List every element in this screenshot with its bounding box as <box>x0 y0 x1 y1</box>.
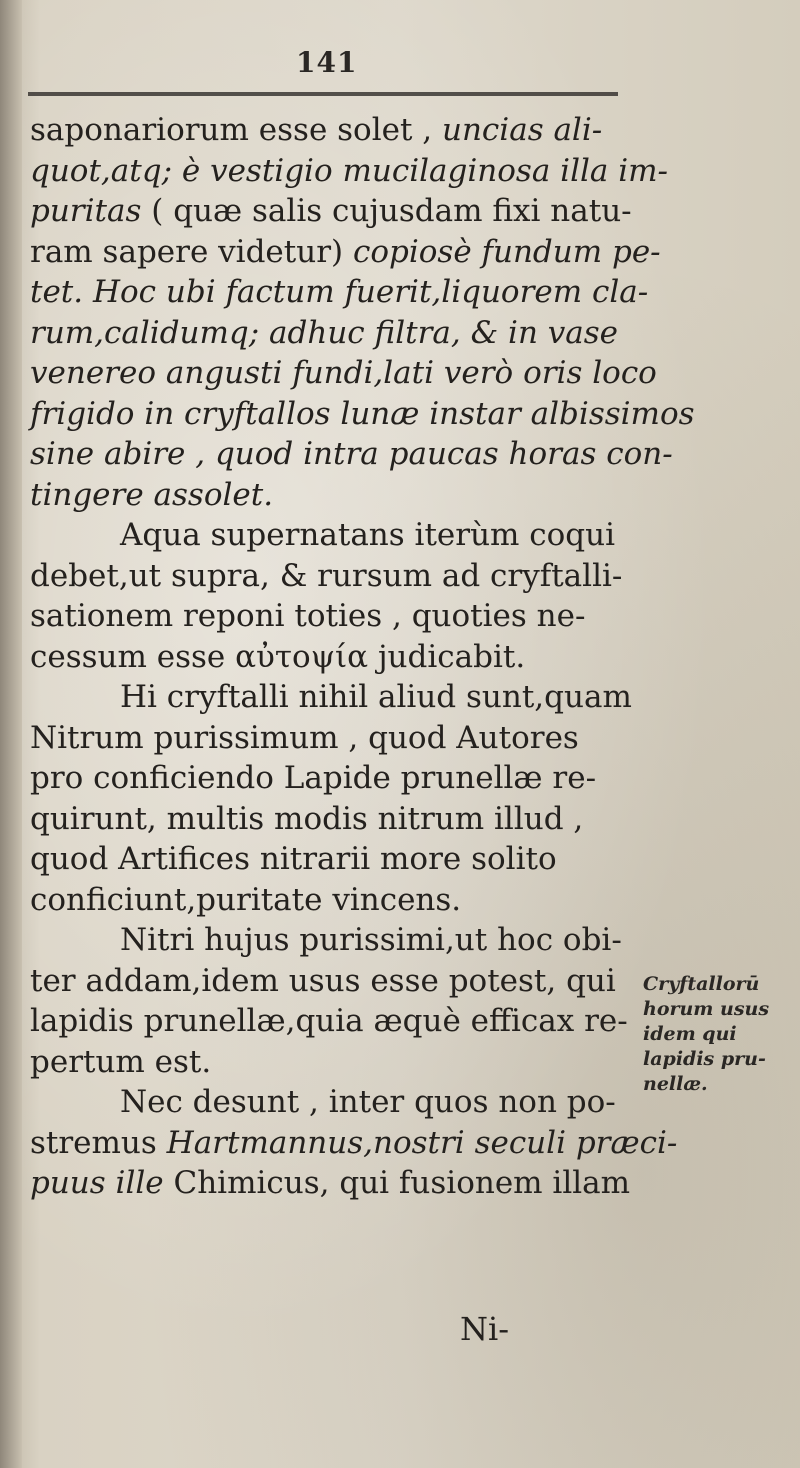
text-line <box>30 839 630 880</box>
margin-note-line: lapidis pru- <box>643 1048 766 1070</box>
text-segment: cessum esse αὐτοψία judicabit. <box>30 638 526 675</box>
header-rule <box>28 92 618 96</box>
text-line <box>30 1123 678 1164</box>
text-segment: ram sapere videtur) <box>30 233 353 270</box>
margin-note-line: horum usus <box>643 998 770 1020</box>
text-segment: Nitri hujus purissimi,ut hoc obi- <box>120 922 622 958</box>
text-line <box>30 880 630 921</box>
text-segment: quod Artifices nitrarii more solito <box>30 841 557 877</box>
text-line <box>30 1082 630 1123</box>
text-segment: conficiunt,puritate vincens. <box>30 881 462 918</box>
text-line <box>30 191 630 232</box>
text-line <box>30 1001 630 1042</box>
text-segment: pertum est. <box>30 1043 212 1080</box>
text-line <box>30 1042 630 1083</box>
text-segment: frigido in cryftallos lunæ instar albissimos <box>30 395 695 432</box>
text-line <box>30 232 661 273</box>
page-gutter <box>0 0 22 1468</box>
text-segment: Chimicus, qui fusionem illam <box>163 1165 631 1201</box>
text-line <box>30 151 669 192</box>
text-line <box>30 475 630 516</box>
text-line <box>30 961 630 1002</box>
page-number: 141 <box>296 46 358 79</box>
text-segment: tet. Hoc ubi factum fuerit,liquorem cla- <box>30 274 649 310</box>
text-segment: saponariorum esse solet , <box>30 112 442 148</box>
catchword: Ni- <box>460 1310 510 1348</box>
text-line <box>30 556 630 597</box>
margin-note-line: Cryftallorū <box>643 973 760 995</box>
text-line <box>30 799 630 840</box>
text-segment: lapidis prunellæ,quia æquè efficax re- <box>30 1003 628 1039</box>
text-line <box>30 515 630 556</box>
text-segment: Hi cryftalli nihil aliud sunt,quam <box>120 679 632 715</box>
text-segment: copiosè fundum pe- <box>352 233 661 270</box>
text-line <box>30 637 630 678</box>
text-segment: puritas <box>30 193 142 229</box>
text-segment: Hartmannus,nostri seculi præci- <box>166 1124 678 1161</box>
text-segment: Nitrum purissimum , quod Autores <box>30 719 579 756</box>
margin-note-line: nellæ. <box>643 1073 708 1095</box>
text-segment: uncias ali- <box>442 112 603 148</box>
text-line <box>30 394 695 435</box>
marginal-note <box>643 972 793 1097</box>
text-line <box>30 434 673 475</box>
text-line <box>30 110 630 151</box>
text-segment: Nec desunt , inter quos non po- <box>120 1084 616 1120</box>
text-segment: ter addam,idem usus esse potest, qui <box>30 962 616 999</box>
text-segment: tingere assolet. <box>30 476 274 513</box>
text-line <box>30 677 630 718</box>
text-line <box>30 920 630 961</box>
text-segment: puus ille <box>30 1165 164 1201</box>
text-segment: debet,ut supra, & rursum ad cryftalli- <box>30 557 623 594</box>
text-segment: sationem reponi toties , quoties ne- <box>30 598 586 634</box>
text-segment: sine abire , quod intra paucas horas con- <box>30 436 673 472</box>
text-segment: pro conficiendo Lapide prunellæ re- <box>30 760 597 796</box>
text-line <box>30 596 630 637</box>
text-line <box>30 272 649 313</box>
text-segment: ( quæ salis cujusdam fixi natu- <box>141 193 632 229</box>
text-segment: stremus <box>30 1124 167 1161</box>
text-segment: quirunt, multis modis nitrum illud , <box>30 800 584 837</box>
text-segment: venereo angusti fundi,lati verò oris loco <box>30 355 657 391</box>
text-segment: rum,calidumq; adhuc filtra, & in vase <box>30 314 619 351</box>
text-line <box>30 353 657 394</box>
text-line <box>30 758 630 799</box>
text-line <box>30 1163 630 1204</box>
text-segment: Aqua supernatans iterùm coqui <box>120 517 616 553</box>
text-segment: quot,atq; è vestigio mucilaginosa illa im- <box>30 152 669 189</box>
text-line <box>30 718 630 759</box>
margin-note-line: idem qui <box>643 1023 737 1045</box>
text-line <box>30 313 630 354</box>
